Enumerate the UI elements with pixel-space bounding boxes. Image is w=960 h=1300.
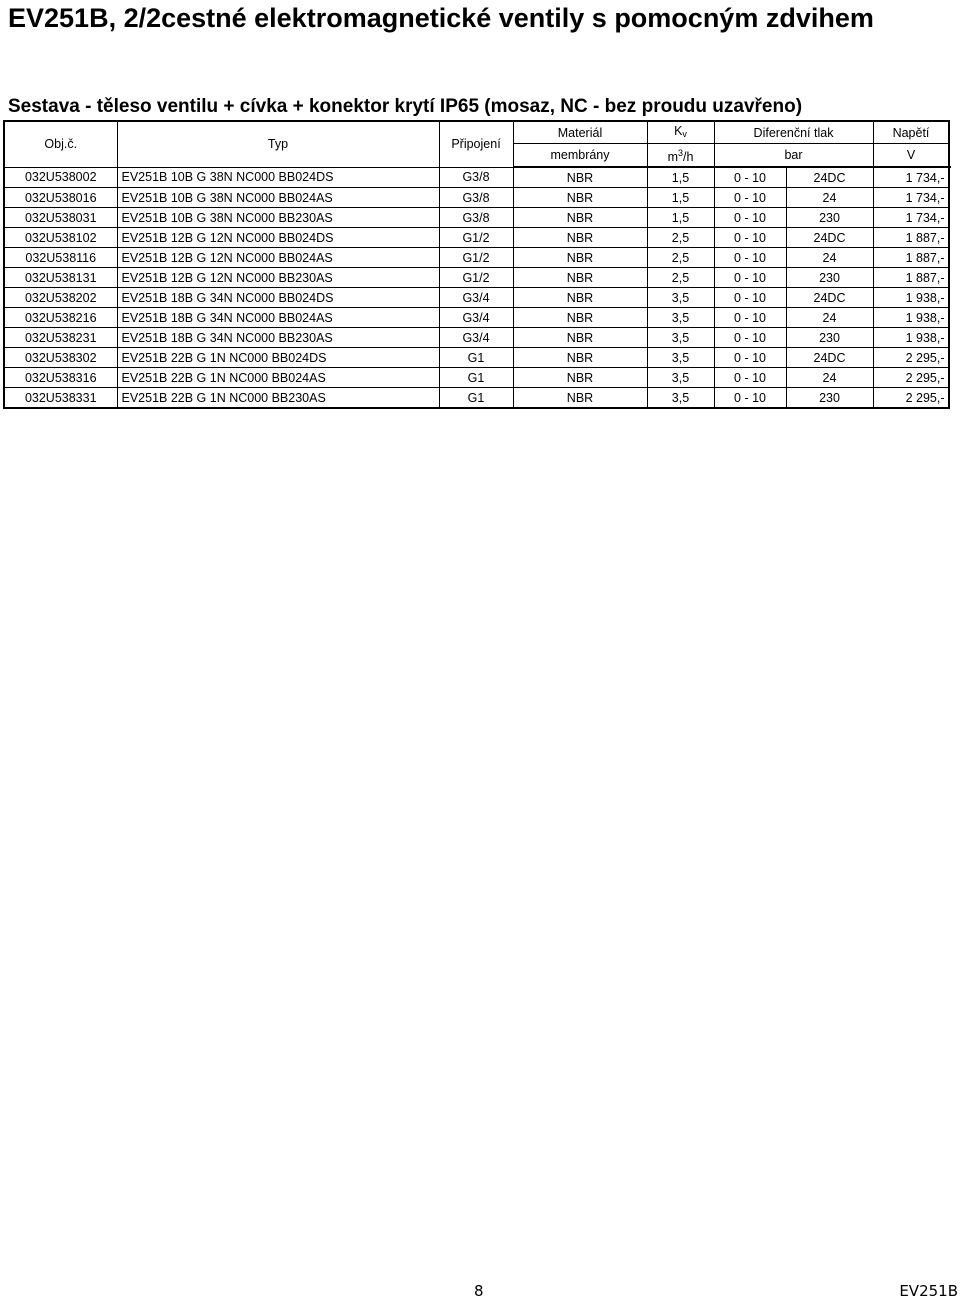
table-row bbox=[4, 188, 949, 208]
table-row bbox=[4, 228, 949, 248]
cell-napeti: 230 bbox=[786, 328, 873, 348]
cell-kv: 2,5 bbox=[647, 248, 714, 268]
page-title: EV251B, 2/2cestné elektromagnetické ventily s pomocným zdvihem bbox=[8, 3, 874, 33]
cell-typ: EV251B 22B G 1N NC000 BB230AS bbox=[117, 388, 439, 409]
cell-obj: 032U538202 bbox=[4, 288, 117, 308]
cell-pripojeni: G1 bbox=[439, 348, 513, 368]
cell-material: NBR bbox=[513, 268, 647, 288]
cell-pripojeni: G3/8 bbox=[439, 167, 513, 188]
cell-cena: 1 887,- bbox=[873, 268, 949, 288]
cell-kv: 1,5 bbox=[647, 188, 714, 208]
cell-obj: 032U538102 bbox=[4, 228, 117, 248]
cell-tlak: 0 - 10 bbox=[714, 167, 786, 188]
cell-tlak: 0 - 10 bbox=[714, 308, 786, 328]
cell-tlak: 0 - 10 bbox=[714, 188, 786, 208]
cell-kv: 3,5 bbox=[647, 348, 714, 368]
cell-typ: EV251B 22B G 1N NC000 BB024AS bbox=[117, 368, 439, 388]
cell-cena: 2 295,- bbox=[873, 348, 949, 368]
table-row bbox=[4, 208, 949, 228]
table-row bbox=[4, 288, 949, 308]
cell-napeti: 24DC bbox=[786, 288, 873, 308]
cell-pripojeni: G1/2 bbox=[439, 268, 513, 288]
header-tlak: Diferenční tlak bbox=[714, 121, 873, 144]
cell-typ: EV251B 10B G 38N NC000 BB024DS bbox=[117, 167, 439, 188]
cell-tlak: 0 - 10 bbox=[714, 388, 786, 409]
cell-typ: EV251B 18B G 34N NC000 BB230AS bbox=[117, 328, 439, 348]
cell-cena: 1 734,- bbox=[873, 167, 949, 188]
cell-obj: 032U538216 bbox=[4, 308, 117, 328]
cell-typ: EV251B 18B G 34N NC000 BB024DS bbox=[117, 288, 439, 308]
table-row bbox=[4, 328, 949, 348]
cell-napeti: 230 bbox=[786, 208, 873, 228]
cell-typ: EV251B 18B G 34N NC000 BB024AS bbox=[117, 308, 439, 328]
cell-napeti: 24DC bbox=[786, 167, 873, 188]
cell-cena: 1 938,- bbox=[873, 328, 949, 348]
section-subtitle: Sestava - těleso ventilu + cívka + konektor krytí IP65 (mosaz, NC - bez proudu uzavřeno) bbox=[8, 96, 803, 117]
page-number: 8 bbox=[474, 1282, 484, 1300]
cell-kv: 3,5 bbox=[647, 328, 714, 348]
cell-napeti: 24 bbox=[786, 368, 873, 388]
cell-typ: EV251B 12B G 12N NC000 BB230AS bbox=[117, 268, 439, 288]
header-napeti: Napětí bbox=[873, 121, 949, 144]
cell-tlak: 0 - 10 bbox=[714, 248, 786, 268]
cell-tlak: 0 - 10 bbox=[714, 268, 786, 288]
table-row bbox=[4, 268, 949, 288]
cell-pripojeni: G1 bbox=[439, 368, 513, 388]
cell-napeti: 24 bbox=[786, 308, 873, 328]
cell-typ: EV251B 10B G 38N NC000 BB024AS bbox=[117, 188, 439, 208]
cell-obj: 032U538131 bbox=[4, 268, 117, 288]
cell-cena: 1 734,- bbox=[873, 188, 949, 208]
cell-kv: 3,5 bbox=[647, 388, 714, 409]
header-material: Materiál bbox=[513, 121, 647, 144]
cell-material: NBR bbox=[513, 208, 647, 228]
cell-napeti: 230 bbox=[786, 268, 873, 288]
cell-tlak: 0 - 10 bbox=[714, 228, 786, 248]
header-obj: Obj.č. bbox=[4, 121, 117, 167]
cell-kv: 3,5 bbox=[647, 288, 714, 308]
cell-material: NBR bbox=[513, 228, 647, 248]
cell-typ: EV251B 10B G 38N NC000 BB230AS bbox=[117, 208, 439, 228]
cell-pripojeni: G1 bbox=[439, 388, 513, 409]
cell-cena: 1 938,- bbox=[873, 308, 949, 328]
cell-kv: 3,5 bbox=[647, 368, 714, 388]
cell-cena: 2 295,- bbox=[873, 368, 949, 388]
cell-kv: 2,5 bbox=[647, 268, 714, 288]
table-body bbox=[4, 167, 949, 408]
header-napeti-unit: V bbox=[873, 144, 949, 168]
cell-kv: 1,5 bbox=[647, 208, 714, 228]
cell-tlak: 0 - 10 bbox=[714, 328, 786, 348]
cell-napeti: 230 bbox=[786, 388, 873, 409]
cell-kv: 1,5 bbox=[647, 167, 714, 188]
cell-obj: 032U538031 bbox=[4, 208, 117, 228]
header-typ: Typ bbox=[117, 121, 439, 167]
cell-material: NBR bbox=[513, 368, 647, 388]
header-tlak-unit: bar bbox=[714, 144, 873, 168]
cell-obj: 032U538302 bbox=[4, 348, 117, 368]
cell-obj: 032U538016 bbox=[4, 188, 117, 208]
cell-napeti: 24DC bbox=[786, 348, 873, 368]
cell-pripojeni: G1/2 bbox=[439, 248, 513, 268]
cell-material: NBR bbox=[513, 288, 647, 308]
cell-tlak: 0 - 10 bbox=[714, 288, 786, 308]
table-row bbox=[4, 167, 949, 188]
cell-obj: 032U538002 bbox=[4, 167, 117, 188]
cell-napeti: 24 bbox=[786, 248, 873, 268]
cell-cena: 1 938,- bbox=[873, 288, 949, 308]
table-row bbox=[4, 368, 949, 388]
cell-pripojeni: G3/8 bbox=[439, 188, 513, 208]
header-pripojeni: Připojení bbox=[439, 121, 513, 167]
cell-obj: 032U538316 bbox=[4, 368, 117, 388]
cell-tlak: 0 - 10 bbox=[714, 368, 786, 388]
table-row bbox=[4, 388, 949, 409]
cell-material: NBR bbox=[513, 248, 647, 268]
cell-napeti: 24DC bbox=[786, 228, 873, 248]
cell-pripojeni: G1/2 bbox=[439, 228, 513, 248]
cell-pripojeni: G3/8 bbox=[439, 208, 513, 228]
cell-pripojeni: G3/4 bbox=[439, 308, 513, 328]
cell-material: NBR bbox=[513, 328, 647, 348]
header-kv-unit: $m^3/h$ bbox=[647, 144, 714, 168]
cell-pripojeni: G3/4 bbox=[439, 288, 513, 308]
footer-model: EV251B bbox=[899, 1282, 958, 1300]
cell-typ: EV251B 12B G 12N NC000 BB024AS bbox=[117, 248, 439, 268]
cell-obj: 032U538116 bbox=[4, 248, 117, 268]
price-table bbox=[3, 120, 950, 409]
cell-cena: 1 887,- bbox=[873, 248, 949, 268]
cell-obj: 032U538231 bbox=[4, 328, 117, 348]
header-material-sub: membrány bbox=[513, 144, 647, 168]
cell-typ: EV251B 12B G 12N NC000 BB024DS bbox=[117, 228, 439, 248]
cell-pripojeni: G3/4 bbox=[439, 328, 513, 348]
header-row-top bbox=[4, 121, 949, 144]
table-row bbox=[4, 348, 949, 368]
cell-material: NBR bbox=[513, 348, 647, 368]
cell-napeti: 24 bbox=[786, 188, 873, 208]
cell-material: NBR bbox=[513, 308, 647, 328]
cell-cena: 1 887,- bbox=[873, 228, 949, 248]
cell-material: NBR bbox=[513, 188, 647, 208]
header-kv: $K_v$ bbox=[647, 121, 714, 144]
cell-material: NBR bbox=[513, 167, 647, 188]
cell-tlak: 0 - 10 bbox=[714, 208, 786, 228]
table-row bbox=[4, 308, 949, 328]
cell-cena: 1 734,- bbox=[873, 208, 949, 228]
cell-typ: EV251B 22B G 1N NC000 BB024DS bbox=[117, 348, 439, 368]
cell-kv: 3,5 bbox=[647, 308, 714, 328]
cell-obj: 032U538331 bbox=[4, 388, 117, 409]
cell-tlak: 0 - 10 bbox=[714, 348, 786, 368]
cell-cena: 2 295,- bbox=[873, 388, 949, 409]
cell-kv: 2,5 bbox=[647, 228, 714, 248]
cell-material: NBR bbox=[513, 388, 647, 409]
table-row bbox=[4, 248, 949, 268]
